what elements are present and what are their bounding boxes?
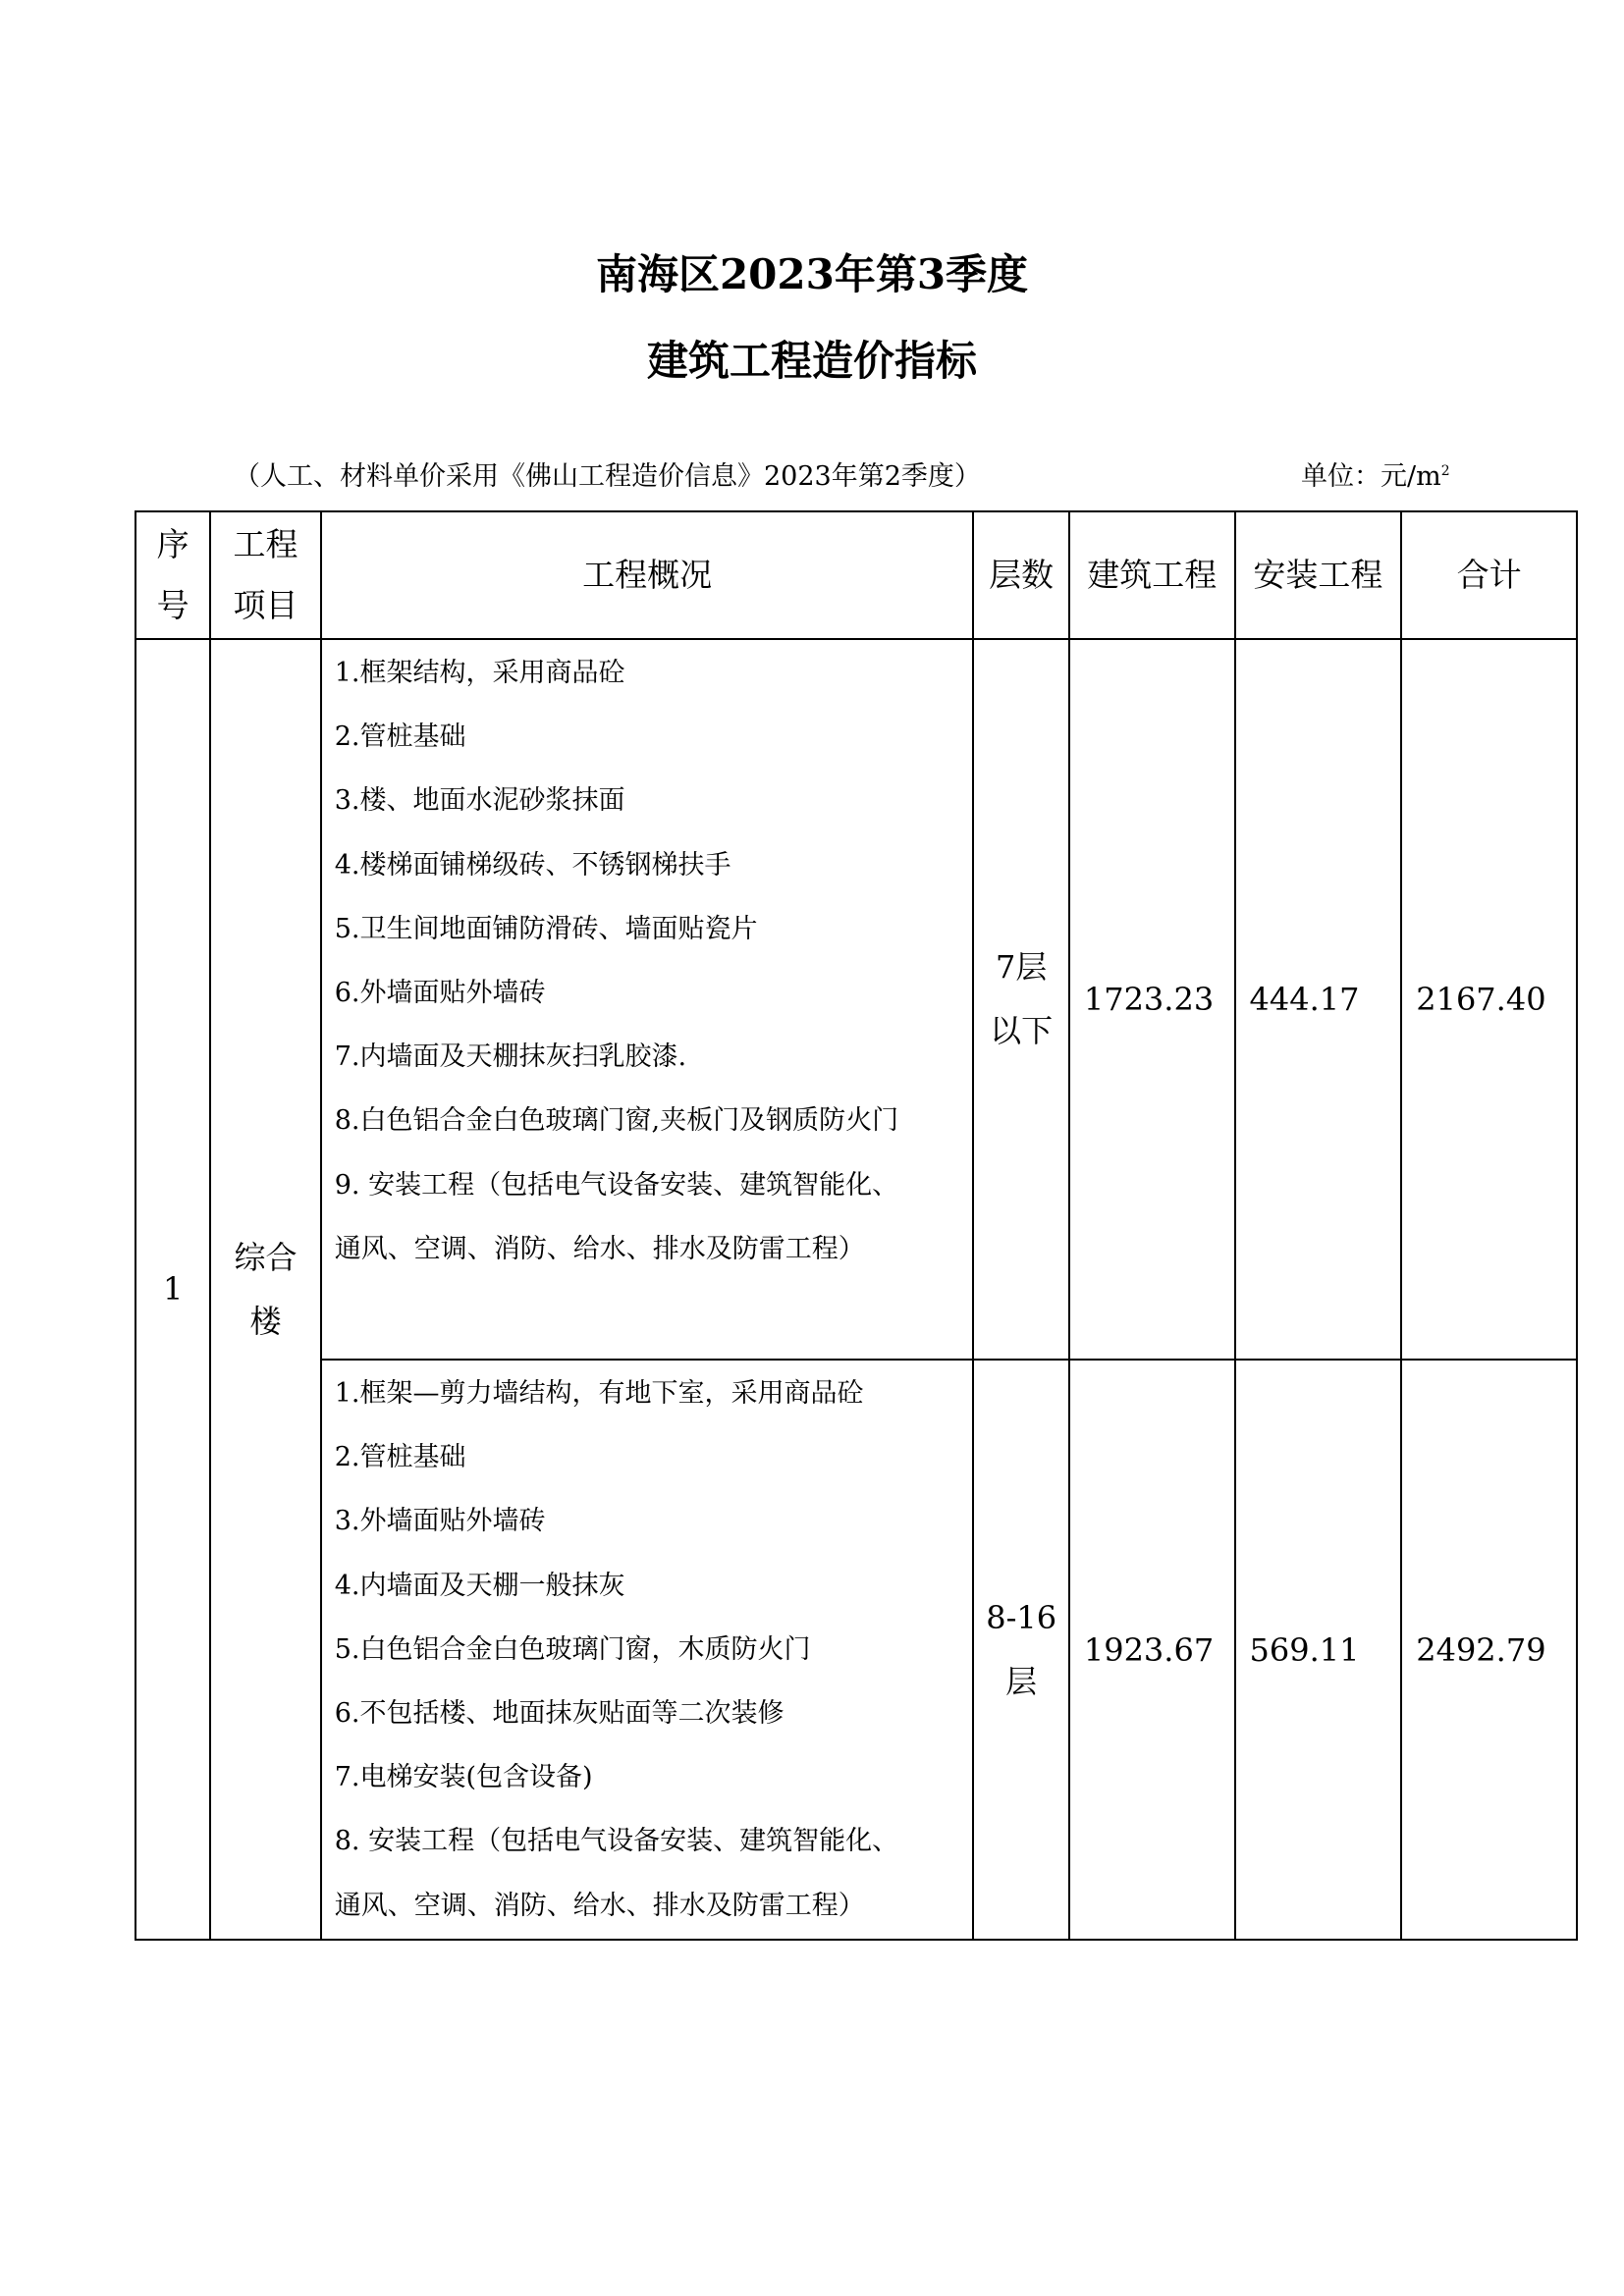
row-description	[321, 1360, 974, 1940]
row-item: 综合 楼	[210, 639, 320, 1940]
cost-index-table	[135, 510, 1578, 1941]
desc-line: 7.电梯安装(包含设备)	[334, 1762, 593, 1793]
header-total: 合计	[1401, 511, 1577, 639]
row-total: 2167.40	[1401, 639, 1577, 1360]
table-row	[135, 639, 1577, 1360]
header-item: 工程 项目	[210, 511, 320, 639]
table-header-row	[135, 511, 1577, 639]
desc-line: 通风、空调、消防、给水、排水及防雷工程）	[334, 1890, 865, 1921]
desc-line: 9. 安装工程（包括电气设备安装、建筑智能化、	[334, 1169, 899, 1201]
price-source-note: （人工、材料单价采用《佛山工程造价信息》2023年第2季度）	[234, 461, 981, 492]
desc-line: 3.外墙面贴外墙砖	[334, 1506, 546, 1537]
header-description: 工程概况	[321, 511, 974, 639]
desc-line: 1.框架—剪力墙结构，有地下室，采用商品砼	[334, 1378, 864, 1409]
desc-line: 3.楼、地面水泥砂浆抹面	[334, 785, 625, 817]
desc-line: 5.卫生间地面铺防滑砖、墙面贴瓷片	[334, 913, 758, 944]
desc-line: 2.管桩基础	[334, 1442, 466, 1473]
desc-line: 5.白色铝合金白色玻璃门窗，木质防火门	[334, 1633, 811, 1665]
header-installation-cost: 安装工程	[1235, 511, 1402, 639]
document-title: 南海区2023年第3季度	[595, 250, 1029, 298]
desc-line: 8. 安装工程（包括电气设备安装、建筑智能化、	[334, 1826, 899, 1857]
header-seq: 序 号	[135, 511, 210, 639]
row-installation-cost: 569.11	[1235, 1360, 1402, 1940]
row-installation-cost: 444.17	[1235, 639, 1402, 1360]
desc-line: 2.管桩基础	[334, 721, 466, 753]
row-total: 2492.79	[1401, 1360, 1577, 1940]
header-building-cost: 建筑工程	[1069, 511, 1235, 639]
unit-label	[1301, 459, 1450, 495]
desc-line: 4.内墙面及天棚一般抹灰	[334, 1570, 625, 1601]
desc-line: 8.白色铝合金白色玻璃门窗,夹板门及钢质防火门	[334, 1105, 899, 1137]
document-subtitle: 建筑工程造价指标	[646, 337, 977, 385]
unit-superscript: 2	[1440, 463, 1450, 479]
row-description	[321, 639, 974, 1360]
table-row	[135, 1360, 1577, 1940]
desc-line: 4.楼梯面铺梯级砖、不锈钢梯扶手	[334, 849, 731, 881]
desc-line: 7.内墙面及天棚抹灰扫乳胶漆.	[334, 1041, 687, 1073]
row-floors: 7层 以下	[973, 639, 1068, 1360]
desc-line: 1.框架结构，采用商品砼	[334, 658, 625, 688]
desc-line: 6.不包括楼、地面抹灰贴面等二次装修	[334, 1697, 785, 1729]
row-floors: 8-16 层	[973, 1360, 1068, 1940]
row-seq: 1	[135, 639, 210, 1940]
row-building-cost: 1723.23	[1069, 639, 1235, 1360]
unit-text: 单位：元/m	[1301, 461, 1441, 492]
row-building-cost: 1923.67	[1069, 1360, 1235, 1940]
desc-line: 6.外墙面贴外墙砖	[334, 977, 546, 1008]
header-floors: 层数	[973, 511, 1068, 639]
desc-line: 通风、空调、消防、给水、排水及防雷工程）	[334, 1233, 865, 1264]
